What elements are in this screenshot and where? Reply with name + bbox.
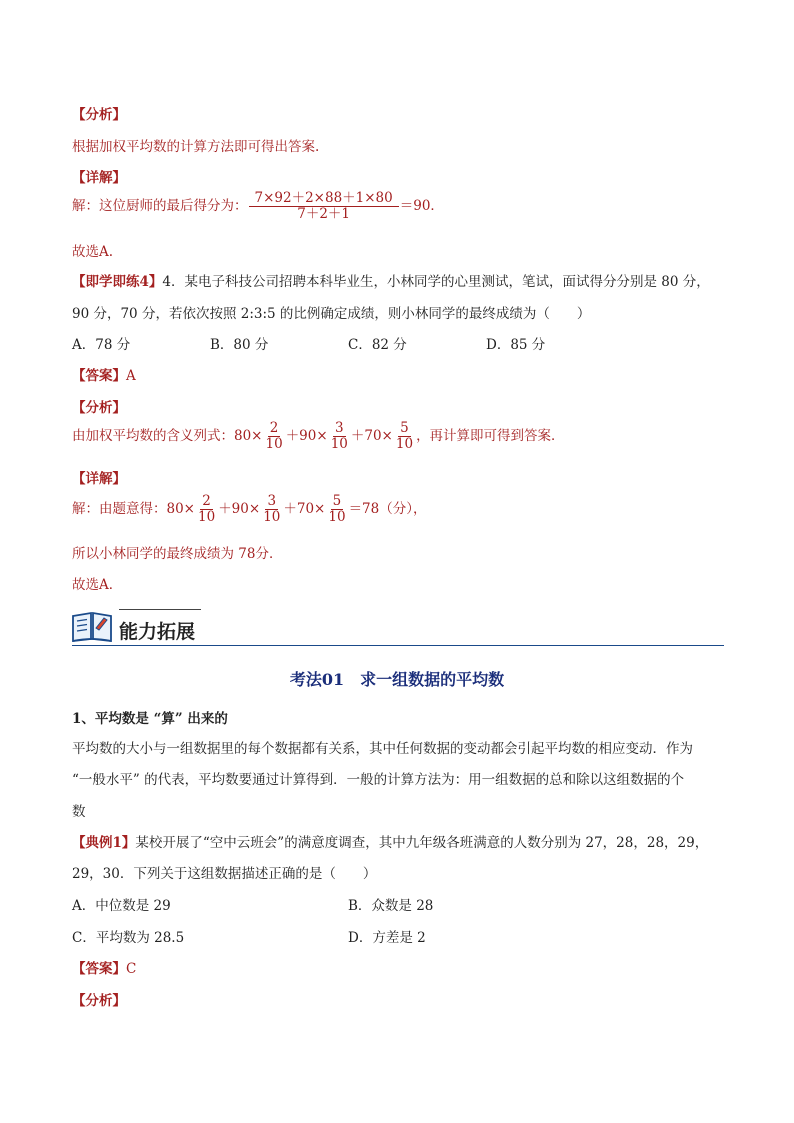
practice4-text1: 4．某电子科技公司招聘本科毕业生，小林同学的心里测试，笔试，面试得分分别是 80 分， bbox=[162, 274, 710, 290]
detail-fraction-2-den: 10 bbox=[263, 509, 281, 525]
analysis-tag-4: 【分析】 bbox=[72, 400, 126, 416]
practice4-line1 bbox=[72, 270, 710, 290]
expr-term3: ＋70× bbox=[350, 428, 393, 444]
example1-text1: 某校开展了“空中云班会”的满意度调查，其中九年级各班满意的人数分别为 27，28，28，29， bbox=[135, 835, 709, 851]
solution-result: ＝90． bbox=[399, 198, 444, 214]
expr-term2: ＋90× bbox=[285, 428, 328, 444]
detail-term2: ＋90× bbox=[218, 501, 261, 517]
analysis-suffix: ，再计算即可得到答案． bbox=[416, 428, 565, 444]
answer-4: A bbox=[126, 368, 136, 384]
answer-line-4 bbox=[72, 364, 136, 384]
practice4-line2: 90 分，70 分，若依次按照 2:3:5 的比例确定成绩，则小林同学的最终成绩为（ ） bbox=[72, 306, 591, 322]
detail-fraction-2 bbox=[261, 494, 282, 525]
method-para-1: 平均数的大小与一组数据里的每个数据都有关系，其中任何数据的变动都会引起平均数的相应变动．作为 bbox=[72, 741, 693, 757]
practice4-tag: 【即学即练4】 bbox=[72, 274, 163, 290]
example-option-d: D．方差是 2 bbox=[348, 930, 426, 946]
analysis-text-1: 根据加权平均数的计算方法即可得出答案. bbox=[72, 139, 320, 155]
fraction-1 bbox=[264, 421, 285, 452]
example1-answer-tag: 【答案】 bbox=[72, 961, 126, 977]
detail-tag-1: 【详解】 bbox=[72, 170, 126, 186]
example1-line1 bbox=[72, 831, 708, 851]
fraction-3-den: 10 bbox=[395, 436, 414, 452]
example1-analysis-tag: 【分析】 bbox=[72, 993, 126, 1009]
point1-title: 1、平均数是 “算” 出来的 bbox=[72, 711, 228, 727]
fraction-3-num: 5 bbox=[400, 420, 409, 436]
fraction-2-den: 10 bbox=[330, 436, 348, 452]
example-option-a: A．中位数是 29 bbox=[72, 898, 171, 914]
conclusion-4: 所以小林同学的最终成绩为 78分． bbox=[72, 546, 283, 562]
detail-term1: 80× bbox=[166, 501, 195, 517]
detail-suffix: ＝78（分）， bbox=[348, 501, 427, 517]
method-para-2: “一般水平” 的代表，平均数要通过计算得到．一般的计算方法为：用一组数据的总和除以这组数据的个 bbox=[72, 772, 685, 788]
detail-fraction-3 bbox=[326, 494, 347, 525]
detail-fraction-3-num: 5 bbox=[332, 493, 342, 509]
example1-options-row2 bbox=[72, 926, 426, 946]
section-top-rule bbox=[119, 609, 201, 610]
fraction-1-num: 2 bbox=[269, 420, 279, 436]
solution-denominator: 7＋2＋1 bbox=[297, 206, 351, 222]
solution-line-1 bbox=[72, 191, 444, 222]
book-icon bbox=[70, 608, 114, 644]
choose-4: 故选A． bbox=[72, 577, 123, 593]
detail-fraction-1-den: 10 bbox=[198, 509, 216, 525]
detail-fraction-1 bbox=[196, 494, 217, 525]
example1-line2: 29，30．下列关于这组数据描述正确的是（ ） bbox=[72, 866, 377, 882]
detail-fraction-3-den: 10 bbox=[328, 509, 346, 525]
fraction-1-den: 10 bbox=[265, 436, 283, 452]
solution-numerator: 7×92＋2×88＋1×80 bbox=[249, 191, 399, 207]
solution-prefix: 解：这位厨师的最后得分为： bbox=[72, 198, 248, 214]
detail-term3: ＋70× bbox=[283, 501, 326, 517]
expr-term1: 80× bbox=[234, 428, 263, 444]
section-title: 能力拓展 bbox=[119, 621, 196, 643]
example1-answer-line bbox=[72, 957, 136, 977]
example1-tag: 【典例1】 bbox=[72, 835, 136, 851]
method-title: 考法01 求一组数据的平均数 bbox=[289, 670, 505, 689]
choose-1: 故选A. bbox=[72, 244, 114, 260]
practice4-options bbox=[72, 333, 624, 353]
fraction-3 bbox=[394, 421, 415, 452]
detail-fraction-2-num: 3 bbox=[267, 493, 277, 509]
section-divider bbox=[72, 645, 724, 646]
analysis-tag-1: 【分析】 bbox=[72, 107, 126, 123]
detail-prefix: 解：由题意得： bbox=[72, 501, 167, 517]
solution-fraction bbox=[249, 191, 399, 222]
answer-tag-4: 【答案】 bbox=[72, 368, 126, 384]
detail-tag-4: 【详解】 bbox=[72, 471, 126, 487]
analysis-expr-line bbox=[72, 421, 565, 452]
example-option-b: B．众数是 28 bbox=[348, 898, 434, 914]
analysis-prefix: 由加权平均数的含义列式： bbox=[72, 428, 234, 444]
method-para-3: 数 bbox=[72, 804, 86, 820]
option-d: D．85 分 bbox=[486, 337, 546, 353]
option-a: A．78 分 bbox=[72, 337, 131, 353]
fraction-2-num: 3 bbox=[334, 420, 344, 436]
example1-options-row1 bbox=[72, 894, 433, 914]
example-option-c: C．平均数为 28.5 bbox=[72, 930, 185, 946]
option-c: C．82 分 bbox=[348, 337, 407, 353]
option-b: B．80 分 bbox=[210, 337, 269, 353]
detail-expr-line bbox=[72, 494, 427, 525]
fraction-2 bbox=[329, 421, 350, 452]
detail-fraction-1-num: 2 bbox=[202, 493, 211, 509]
example1-answer: C bbox=[126, 961, 137, 977]
